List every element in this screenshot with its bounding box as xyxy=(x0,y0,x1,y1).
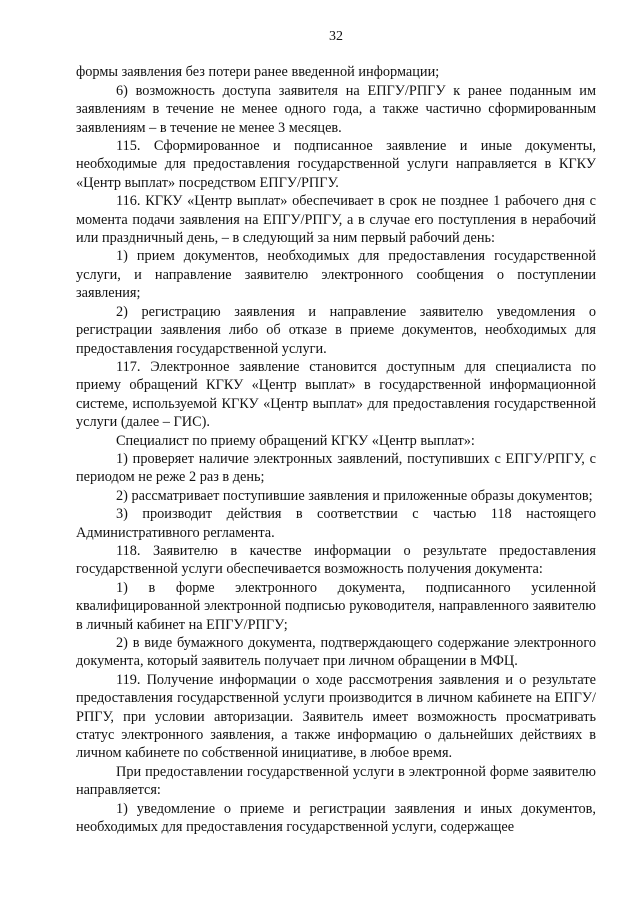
specialist-intro: Специалист по приему обращений КГКУ «Центр выплат»: xyxy=(116,432,475,449)
electronic-form-item-1: 1) уведомление о приеме и регистрации заявления и иных документов, необходимых для предоставления государственной услуги, содержащее xyxy=(76,800,596,836)
clause-115: 115. Сформированное и подписанное заявление и иные документы, необходимые для предоставления государственной услуги направляется в КГКУ «Центр выплат» посредством ЕПГУ/РПГУ. xyxy=(76,138,596,191)
specialist-item-2: 2) рассматривает поступившие заявления и приложенные образы документов; xyxy=(116,487,593,504)
clause-116-item-1: 1) прием документов, необходимых для предоставления государственной услуги, и направление заявителю электронного сообщения о поступлении заявления; xyxy=(76,248,596,302)
specialist-item-3: 3) производит действия в соответствии с частью 118 настоящего Административного регламента. xyxy=(76,506,596,541)
electronic-form-intro: При предоставлении государственной услуги в электронной форме заявителю направляется: xyxy=(76,763,596,799)
clause-118-item-2: 2) в виде бумажного документа, подтверждающего содержание электронного документа, который заявитель получает при личном обращении в МФЦ. xyxy=(76,635,596,670)
paragraph-continuation: формы заявления без потери ранее введенной информации; xyxy=(76,64,440,81)
clause-118: 118. Заявителю в качестве информации о результате предоставления государственной услуги обеспечивается возможность получения документа: xyxy=(76,542,596,578)
list-item-6-access: 6) возможность доступа заявителя на ЕПГУ/РПГУ к ранее поданным им заявлениям в течение не менее одного года, а также частично сформированным заявлениям – в течение не менее 3 месяцев. xyxy=(76,82,596,136)
page-number: 32 xyxy=(329,29,343,44)
document-body xyxy=(76,63,596,836)
clause-118-item-1: 1) в форме электронного документа, подписанного усиленной квалифицированной электронной подписью руководителя, направленного заявителю в личный кабинет на ЕПГУ/РПГУ; xyxy=(76,579,596,633)
clause-116: 116. КГКУ «Центр выплат» обеспечивает в срок не позднее 1 рабочего дня с момента подачи заявления на ЕПГУ/РПГУ, а в случае его поступления в нерабочий или праздничный день, – в следующий за ним первый рабочий день: xyxy=(76,193,596,247)
clause-116-item-2: 2) регистрацию заявления и направление заявителю уведомления о регистрации заявления либо об отказе в приеме документов, необходимых для предоставления государственной услуги. xyxy=(76,303,596,357)
clause-119: 119. Получение информации о ходе рассмотрения заявления и о результате предоставления государственной услуги производится в личном кабинете на ЕПГУ/РПГУ, при условии авторизации. Заявитель имеет возможность просматривать статус электронного заявления, а также информацию о дальнейших действиях в личном кабинете по собственной инициативе, в любое время. xyxy=(76,671,596,762)
clause-117: 117. Электронное заявление становится доступным для специалиста по приему обращений КГКУ «Центр выплат» в государственной информационной системе, используемой КГКУ «Центр выплат» для предоставления государственной услуги (далее – ГИС). xyxy=(76,358,596,431)
specialist-item-1: 1) проверяет наличие электронных заявлений, поступивших с ЕПГУ/РПГУ, с периодом не реже 2 раз в день; xyxy=(76,450,596,486)
